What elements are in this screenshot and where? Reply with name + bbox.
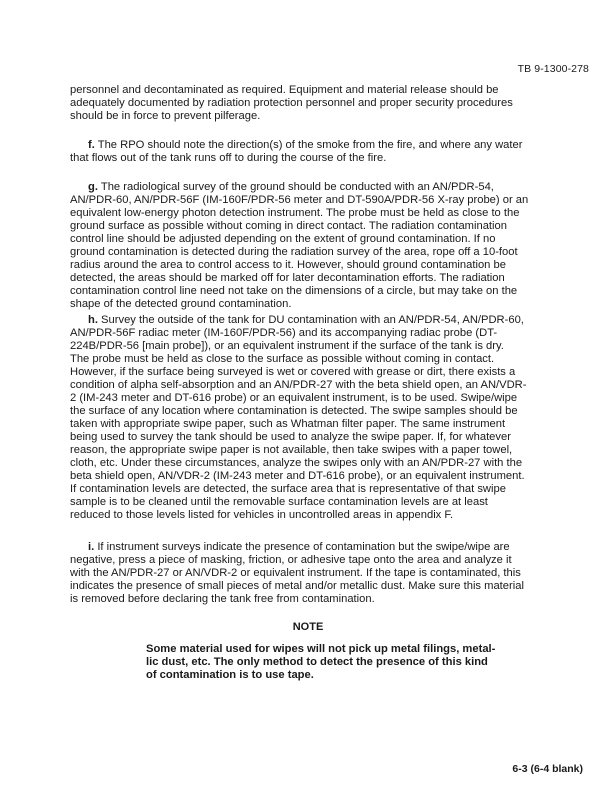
text-line: i. If instrument surveys indicate the presence of contamination but the swipe/wipe are	[88, 541, 510, 553]
text-line: However, if the surface being surveyed is wet or covered with grease or dirt, there exists a	[70, 366, 516, 378]
paragraph-label: f.	[88, 139, 95, 151]
text-line: contamination control line need not take on the dimensions of a circle, but may take on the	[70, 285, 518, 297]
text-line: being used to survey the tank should be used to analyze the swipe paper. If, for whatever	[70, 431, 511, 443]
paragraph-h	[70, 314, 590, 522]
text-line: indicates the presence of small pieces of metal and/or metallic dust. Make sure this material	[70, 580, 524, 592]
text-line: g. The radiological survey of the ground should be conducted with an AN/PDR-54,	[88, 181, 494, 193]
text-line: 2 (IM-243 meter and DT-616 probe) or an equivalent instrument, is to be used. Swipe/wipe	[70, 392, 518, 404]
text-line: detected, the areas should be marked off for later decontamination efforts. The radiation	[70, 272, 505, 284]
text-line: is removed before declaring the tank free from contamination.	[70, 593, 375, 605]
text-line: negative, press a piece of masking, friction, or adhesive tape onto the area and analyze it	[70, 554, 512, 566]
text-line: The probe must be held as close to the surface as possible without coming in contact.	[70, 353, 495, 365]
text-line: 224B/PDR-56 [main probe]), or an equivalent instrument if the surface of the tank is dry.	[70, 340, 504, 352]
text-line: equivalent low-energy photon detection instrument. The probe must be held as close to the	[70, 207, 520, 219]
text-line: personnel and decontaminated as required. Equipment and material release should be	[70, 84, 499, 96]
text-line: If contamination levels are detected, the surface area that is representative of that swipe	[70, 483, 506, 495]
text-line: reason, the appropriate swipe paper is not available, then take swipes with a paper towel,	[70, 444, 513, 456]
paragraph-label: g.	[88, 181, 98, 193]
note-body	[146, 643, 495, 682]
text-line: with the AN/PDR-27 or AN/VDR-2 or equivalent instrument. If the tape is contaminated, this	[70, 567, 521, 579]
paragraph-i	[70, 541, 590, 606]
text-line: taken with appropriate swipe paper, such as Whatman filter paper. The same instrument	[70, 418, 506, 430]
text-line: sample is to be cleaned until the removable surface contamination levels are at least	[70, 496, 488, 508]
note-line: Some material used for wipes will not pick up metal filings, metal-	[146, 643, 496, 655]
page-number: 6-3 (6-4 blank)	[512, 763, 583, 775]
paragraph-label: i.	[88, 541, 95, 553]
text-line: beta shield open, AN/VDR-2 (IM-243 meter and DT-616 probe), or an equivalent instrument.	[70, 470, 525, 482]
paragraph-continuation	[70, 84, 590, 123]
paragraph-label: h.	[88, 314, 98, 326]
paragraph-g	[70, 181, 590, 311]
text-line: AN/PDR-60, AN/PDR-56F (IM-160F/PDR-56 meter and DT-590A/PDR-56 X-ray probe) or an	[70, 194, 529, 206]
text-line: ground contamination is detected during the radiation survey of the area, rope off a 10-foot	[70, 246, 518, 258]
text-line: h. Survey the outside of the tank for DU contamination with an AN/PDR-54, AN/PDR-60,	[88, 314, 524, 326]
text-line: control line should be adjusted depending on the extent of ground contamination. If no	[70, 233, 496, 245]
note-line: lic dust, etc. The only method to detect the presence of this kind	[146, 656, 488, 668]
text-line: cloth, etc. Under these circumstances, analyze the swipes only with an AN/PDR-27 with the	[70, 457, 523, 469]
text-line: the surface of any location where contamination is detected. The swipe samples should be	[70, 405, 518, 417]
text-line: that flows out of the tank runs off to during the course of the fire.	[70, 152, 387, 164]
note-line: of contamination is to use tape.	[146, 669, 314, 681]
text-line: shape of the detected ground contamination.	[70, 298, 292, 310]
text-line: should be in force to prevent pilferage.	[70, 110, 261, 122]
text-line: radius around the area to control access to it. However, should ground contamination be	[70, 259, 506, 271]
text-line: AN/PDR-56F radiac meter (IM-160F/PDR-56) and its accompanying radiac probe (DT-	[70, 327, 498, 339]
paragraph-f	[70, 139, 590, 165]
text-line: adequately documented by radiation protection personnel and proper security procedures	[70, 97, 513, 109]
text-line: f. The RPO should note the direction(s) of the smoke from the fire, and where any water	[88, 139, 523, 151]
text-line: condition of alpha self-absorption and an AN/PDR-27 with the beta shield open, an AN/VDR-	[70, 379, 527, 391]
text-line: reduced to those levels listed for vehicles in uncontrolled areas in appendix F.	[70, 509, 454, 521]
text-line: ground surface as possible without coming in direct contact. The radiation contamination	[70, 220, 507, 232]
document-id: TB 9-1300-278	[517, 63, 589, 75]
note-title: NOTE	[292, 621, 324, 633]
